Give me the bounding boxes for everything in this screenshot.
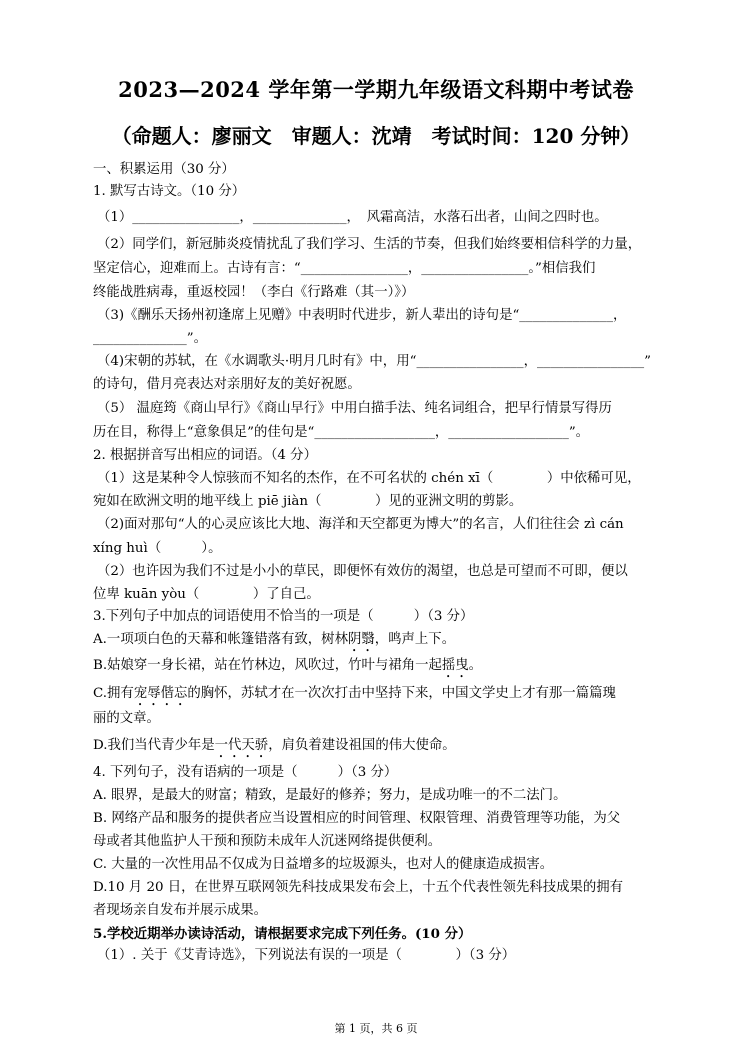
exam-subtitle: （命题人：廖丽文 审题人：沈靖 考试时间：120 分钟） bbox=[111, 124, 641, 148]
q3-option-d-pre: D.我们当代青少年是 bbox=[93, 738, 215, 753]
q1-item-5-line-1: （5） 温庭筠《商山早行》《商山早行》中用白描手法、纯名词组合，把早行情景写得历 bbox=[97, 401, 612, 416]
q3-option-d bbox=[93, 737, 456, 761]
q3-option-b-pre: B.姑娘穿一身长裙，站在竹林边，风吹过，竹叶与裙角一起 bbox=[93, 658, 442, 673]
q1-item-2-line-3: 终能战胜病毒，重返校园！（李白《行路难（其一）》） bbox=[93, 285, 415, 300]
q3-option-c-emphasis: 宠辱偕忘 bbox=[133, 686, 188, 701]
q3-option-c bbox=[93, 685, 616, 709]
section-heading: 一、积累运用（30 分） bbox=[93, 162, 235, 177]
q3-option-a-pre: A.一项项白色的天幕和帐篷错落有致，树林 bbox=[93, 632, 348, 647]
question-5: 5.学校近期举办读诗活动，请根据要求完成下列任务。(10 分） bbox=[93, 926, 472, 942]
q3-option-b-emphasis: 摇曳 bbox=[441, 658, 469, 673]
q4-option-b-line-1: B. 网络产品和服务的提供者应当设置相应的时间管理、权限管理、消费管理等功能，为父 bbox=[93, 811, 621, 826]
q4-option-a: A. 眼界，是最大的财富；精致，是最好的修养；努力，是成功唯一的不二法门。 bbox=[93, 788, 567, 803]
q5-item-1: （1）. 关于《艾青诗选》，下列说法有误的一项是（ ）（3 分） bbox=[97, 948, 516, 963]
q2-item-2-line-2: xíng huì（ ）。 bbox=[93, 541, 222, 556]
q4-option-d-line-2: 者现场亲自发布并展示成果。 bbox=[93, 903, 268, 918]
q3-option-a-post: ，鸣声上下。 bbox=[374, 632, 456, 647]
q3-option-d-emphasis: 一代天骄 bbox=[214, 738, 269, 753]
q4-option-c: C. 大量的一次性用品不仅成为日益增多的垃圾源头，也对人的健康造成损害。 bbox=[93, 857, 554, 872]
question-4: 4. 下列句子，没有语病的一项是（ ）（3 分） bbox=[93, 765, 398, 780]
q1-item-3-line-2: ______________”。 bbox=[93, 331, 207, 346]
q2-item-1-line-1: （1）这是某种令人惊骇而不知名的杰作，在不可名状的 chén xī（ ）中依稀可见， bbox=[97, 471, 641, 486]
q1-item-2-line-1: （2）同学们，新冠肺炎疫情扰乱了我们学习、生活的节奏，但我们始终要相信科学的力量， bbox=[97, 237, 642, 252]
q4-option-d-line-1: D.10 月 20 日，在世界互联网领先科技成果发布会上，十五个代表性领先科技成果的拥有 bbox=[93, 880, 624, 895]
q3-option-b bbox=[93, 657, 482, 681]
q2-item-3-line-2: 位卑 kuān yòu（ ）了自己。 bbox=[93, 587, 320, 602]
q2-item-1-line-2: 宛如在欧洲文明的地平线上 piē jiàn（ ）见的亚洲文明的剪影。 bbox=[93, 494, 523, 509]
question-2: 2. 根据拼音写出相应的词语。（4 分） bbox=[93, 448, 317, 463]
q1-item-5-line-2: 历在目，称得上“意象俱足”的佳句是“__________________，__________________”。 bbox=[93, 425, 590, 440]
q3-option-b-post: 。 bbox=[468, 658, 483, 673]
q1-item-4-line-1: （4)宋朝的苏轼，在《水调歌头·明月几时有》中，用“________________，________________” bbox=[97, 354, 651, 369]
question-3: 3.下列句子中加点的词语使用不恰当的一项是（ ）（3 分） bbox=[93, 609, 474, 624]
q3-option-c-post: 的胸怀，苏轼才在一次次打击中坚持下来，中国文学史上才有那一篇篇瑰 bbox=[187, 686, 616, 701]
q1-item-3-line-1: （3)《酬乐天扬州初逢席上见赠》中表明时代进步，新人辈出的诗句是“______________， bbox=[97, 308, 627, 323]
q2-item-3-line-1: （2）也许因为我们不过是小小的草民，即便怀有效仿的渴望，也总是可望而不可即，便以 bbox=[97, 564, 628, 579]
exam-title: 2023—2024 学年第一学期九年级语文科期中考试卷 bbox=[118, 77, 634, 102]
question-1: 1. 默写古诗文。（10 分） bbox=[93, 184, 246, 199]
q1-item-2-line-2: 坚定信心，迎难而上。古诗有言：“________________，________________。”相信我们 bbox=[93, 261, 596, 276]
q1-item-1: （1）________________，______________， 风霜高洁，水落石出者，山间之四时也。 bbox=[97, 210, 608, 225]
q4-option-b-line-2: 母或者其他监护人干预和预防未成年人沉迷网络提供便利。 bbox=[93, 834, 442, 849]
q3-option-c-cont: 丽的文章。 bbox=[93, 711, 160, 726]
q1-item-4-line-2: 的诗句，借月亮表达对亲朋好友的美好祝愿。 bbox=[93, 377, 361, 392]
q3-option-c-pre: C.拥有 bbox=[93, 686, 134, 701]
q3-option-a bbox=[93, 631, 455, 655]
q3-option-a-emphasis: 阴翳 bbox=[347, 632, 375, 647]
page-footer: 第 1 页，共 6 页 bbox=[334, 1022, 418, 1035]
q2-item-2-line-1: （2)面对那句“人的心灵应该比大地、海洋和天空都更为博大”的名言，人们往往会 zì cán bbox=[97, 517, 624, 532]
q3-option-d-post: ，肩负着建设祖国的伟大使命。 bbox=[268, 738, 456, 753]
